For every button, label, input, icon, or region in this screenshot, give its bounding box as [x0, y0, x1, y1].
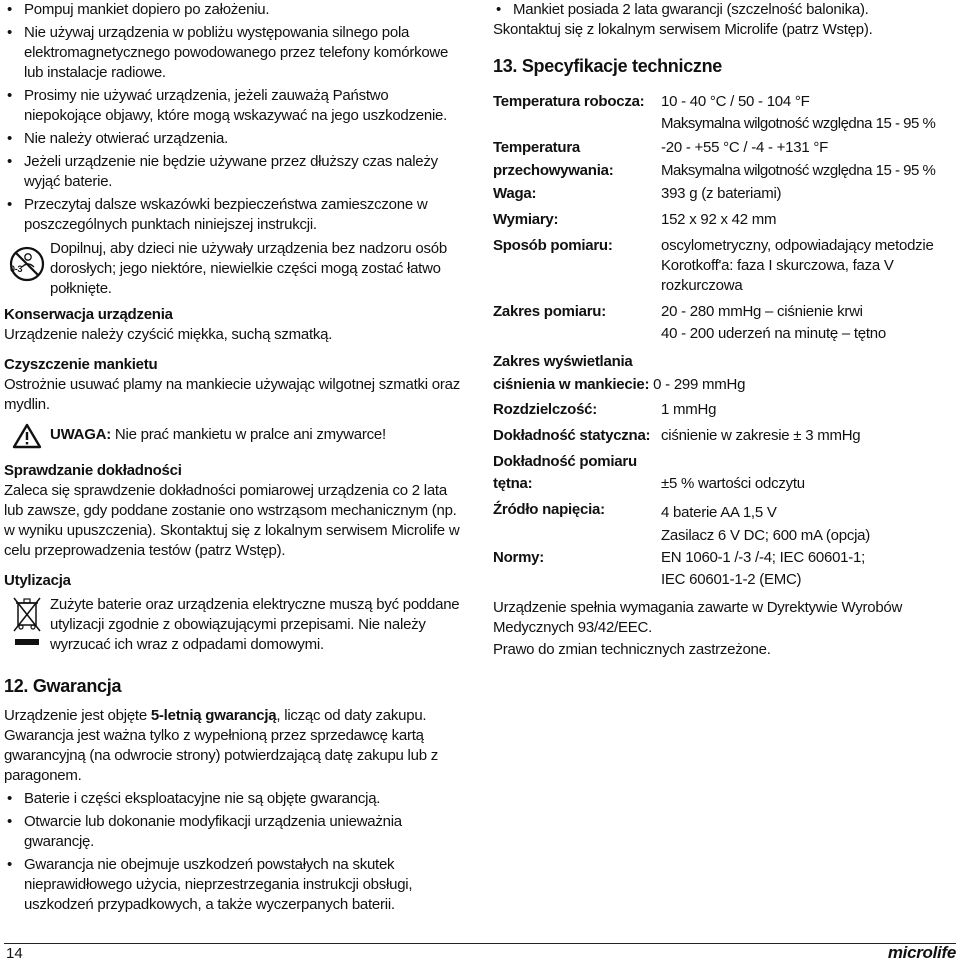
spec-key-line: tętna:: [493, 475, 533, 492]
spec-key: Zakres pomiaru:: [493, 303, 606, 320]
spec-value: 393 g (z bateriami): [661, 185, 782, 202]
warranty-text-post: , licząc od daty zakupu.: [276, 707, 427, 724]
spec-key: Wymiary:: [493, 211, 559, 228]
safety-bullet-list: [4, 0, 466, 235]
child-icon-label: 0-3: [10, 264, 23, 274]
spec-row-operating-temp: [493, 92, 955, 134]
spec-value-line: -20 - +55 °C / -4 - +131 °F: [661, 139, 828, 156]
spec-row-storage-temp: [493, 138, 955, 181]
spec-key-line: [493, 375, 745, 395]
warning-triangle-icon: [4, 423, 50, 449]
list-item: [493, 0, 955, 20]
warranty-duration: 5-letnią gwarancją: [150, 707, 277, 724]
spec-row-resolution: [493, 400, 955, 420]
spec-row-static-accuracy: [493, 426, 955, 446]
disposal-block: [4, 595, 466, 655]
crossed-bin-icon: [4, 595, 50, 649]
spec-row-range: [493, 302, 955, 344]
accuracy-heading: Sprawdzanie dokładności: [4, 462, 182, 479]
spec-row-cuff-range: [493, 352, 955, 395]
spec-row-method: [493, 236, 955, 296]
spec-value: 152 x 92 x 42 mm: [661, 211, 777, 228]
page-number: 14: [6, 945, 23, 962]
spec-key-line: Dokładność pomiaru: [493, 453, 637, 470]
spec-row-norms: [493, 548, 955, 590]
list-item: • Otwarcie lub dokonanie modyfikacji urządzenia unieważnia gwarancję.: [4, 812, 466, 852]
list-item: • Baterie i części eksploatacyjne nie są objęte gwarancją.: [4, 789, 466, 809]
brand-logo: microlife: [887, 943, 956, 962]
spec-value: [661, 138, 955, 181]
spec-table: [493, 92, 955, 590]
warning-text: Nie prać mankietu w pralce ani zmywarce!: [114, 426, 386, 443]
spec-key-line: Temperatura: [493, 139, 581, 156]
warranty-text-2: Gwarancja jest ważna tylko z wypełnioną przez sprzedawcę kartą gwarancyjną (na odwrocie strony) potwierdzającą datę zakupu lub z paragonem.: [4, 727, 438, 784]
spec-value-line: Maksymalna wilgotność względna 15 - 95 %: [661, 115, 936, 132]
child-warning: [4, 239, 466, 299]
spec-value-line: EN 1060-1 /-3 /-4; IEC 60601-1;: [661, 549, 866, 566]
directive-text: Urządzenie spełnia wymagania zawarte w Dyrektywie Wyrobów Medycznych 93/42/EEC.: [493, 599, 903, 636]
spec-row-weight: [493, 184, 955, 204]
spec-key: [493, 452, 661, 494]
spec-row-pulse-accuracy: [493, 452, 955, 494]
right-column: [493, 0, 955, 660]
disposal-text: Zużyte baterie oraz urządzenia elektryczne muszą być poddane utylizacji zgodnie z obowiązującymi przepisami. Nie należy wyrzucać ich wraz z odpadami domowymi.: [50, 596, 460, 653]
spec-value: [661, 302, 955, 344]
warning-label: UWAGA:: [50, 426, 111, 443]
spec-value-line: 40 - 200 uderzeń na minutę – tętno: [661, 325, 886, 342]
warranty-heading: 12. Gwarancja: [4, 676, 122, 696]
list-item: • Gwarancja nie obejmuje uszkodzeń powstałych na skutek nieprawidłowego użycia, nieprzestrzegania instrukcji obsługi, uszkodzeń przypadkowych, a także wyczerpanych baterii.: [4, 855, 466, 915]
warranty-text: [4, 706, 466, 726]
spec-value: [661, 500, 955, 546]
spec-heading: 13. Specyfikacje techniczne: [493, 56, 723, 76]
spec-key-text: ciśnienia w mankiecie:: [493, 376, 650, 393]
spec-value: 1 mmHg: [661, 401, 717, 418]
cuff-warning: [4, 423, 466, 449]
rights-text: Prawo do zmian technicznych zastrzeżone.: [493, 641, 771, 658]
spec-row-power: [493, 500, 955, 546]
left-column: [4, 0, 466, 915]
spec-key: [493, 352, 745, 395]
spec-key: Dokładność statyczna:: [493, 427, 651, 444]
cuff-cleaning-text: Ostrożnie usuwać plamy na mankiecie używając wilgotnej szmatki oraz mydlin.: [4, 376, 460, 413]
cuff-warranty-text: Mankiet posiada 2 lata gwarancji (szczelność balonika).: [513, 1, 869, 18]
spec-value-line: 20 - 280 mmHg – ciśnienie krwi: [661, 303, 863, 320]
list-item: • Prosimy nie używać urządzenia, jeżeli zauważą Państwo niepokojące objawy, które mogą wskazywać na jego uszkodzenie.: [4, 86, 466, 126]
care-heading: Konserwacja urządzenia: [4, 306, 173, 323]
spec-key: Rozdzielczość:: [493, 401, 598, 418]
accuracy-text: Zaleca się sprawdzenie dokładności pomiarowej urządzenia co 2 lata lub zawsze, gdy poddane zostanie ono wstrząsom mechanicznym (np. w wyniku upuszczenia). Skontaktuj się z lokalnym serwisem Microlife w celu przeprowadzenia testów (patrz Wstęp).: [4, 482, 460, 559]
spec-value-line: Maksymalna wilgotność względna 15 - 95 %: [661, 162, 936, 179]
spec-value: ±5 % wartości odczytu: [661, 475, 805, 492]
contact-text: Skontaktuj się z lokalnym serwisem Microlife (patrz Wstęp).: [493, 21, 873, 38]
spec-value: 0 - 299 mmHg: [653, 376, 746, 393]
spec-row-dimensions: [493, 210, 955, 230]
child-warning-text: Dopilnuj, aby dzieci nie używały urządzenia bez nadzoru osób dorosłych; jego niektóre, niewielkie części mogą zostać łatwo połknięte.: [50, 240, 447, 297]
spec-key: Sposób pomiaru:: [493, 237, 613, 254]
warranty-text-pre: Urządzenie jest objęte: [4, 707, 151, 724]
spec-value: oscylometryczny, odpowiadający metodzie Korotkoff'a: faza I skurczowa, faza V rozkurczowa: [661, 237, 934, 294]
cuff-cleaning-heading: Czyszczenie mankietu: [4, 356, 158, 373]
child-age-warning-icon: [4, 239, 50, 283]
list-item: • Jeżeli urządzenie nie będzie używane przez dłuższy czas należy wyjąć baterie.: [4, 152, 466, 192]
care-text: Urządzenie należy czyścić miękka, suchą szmatką.: [4, 326, 333, 343]
spec-key: Normy:: [493, 549, 545, 566]
list-item: • Pompuj mankiet dopiero po założeniu.: [4, 0, 466, 20]
footer-divider: [4, 943, 956, 944]
spec-value-line: IEC 60601-1-2 (EMC): [661, 571, 802, 588]
spec-key: Źródło napięcia:: [493, 501, 605, 518]
spec-value-line: 10 - 40 °C / 50 - 104 °F: [661, 93, 810, 110]
disposal-heading: Utylizacja: [4, 572, 71, 589]
spec-key-line: przechowywania:: [493, 162, 614, 179]
spec-value-line: Zasilacz 6 V DC; 600 mA (opcja): [661, 527, 870, 544]
list-item: • Nie należy otwierać urządzenia.: [4, 129, 466, 149]
spec-value: [661, 92, 955, 134]
cuff-warning-text: [50, 423, 466, 445]
spec-value: ciśnienie w zakresie ± 3 mmHg: [661, 427, 861, 444]
spec-value-line: 4 baterie AA 1,5 V: [661, 504, 777, 521]
spec-value: [661, 548, 955, 590]
cuff-warranty-list: [493, 0, 955, 20]
spec-key: Waga:: [493, 185, 537, 202]
spec-key: Temperatura robocza:: [493, 93, 645, 110]
list-item: • Nie używaj urządzenia w pobliżu występowania silnego pola elektromagnetycznego powodowanego przez telefony komórkowe lub instalacje radiowe.: [4, 23, 466, 83]
spec-key-line: Zakres wyświetlania: [493, 353, 633, 370]
list-item: • Przeczytaj dalsze wskazówki bezpieczeństwa zamieszczone w poszczególnych punktach niniejszej instrukcji.: [4, 195, 466, 235]
warranty-bullet-list: [4, 789, 466, 915]
spec-key: [493, 138, 661, 181]
